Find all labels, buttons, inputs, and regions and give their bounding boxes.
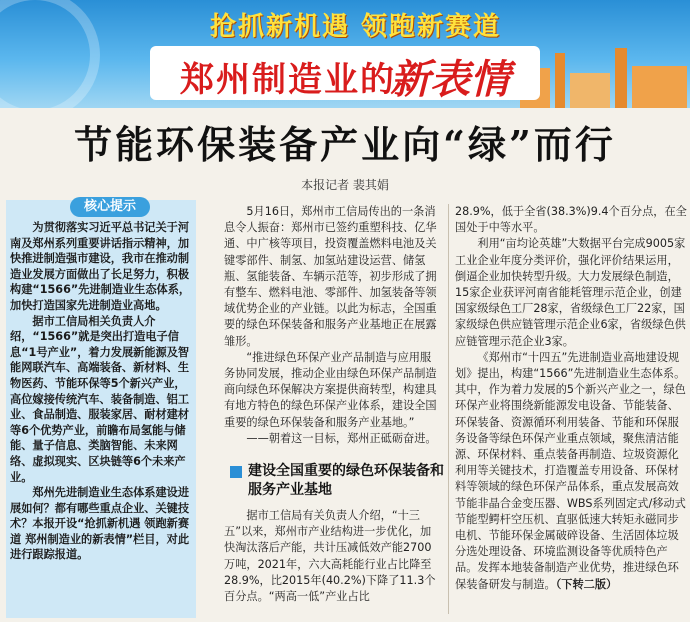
article-byline: 本报记者 裴其娟 (301, 178, 389, 192)
column-theme-accent: 新表情 (390, 56, 510, 103)
core-paragraph: 郑州先进制造业生态体系建设进展如何？都有哪些重点企业、关键技术？本报开设“抢抓新机遇 领跑新赛道 郑州制造业的新表情”栏目，对此进行跟踪报道。 (10, 486, 190, 562)
column-divider (448, 204, 449, 614)
section-subheading: 建设全国重要的绿色环保装备和服务产业基地 (248, 463, 444, 498)
body-paragraph: 利用“亩均论英雄”大数据平台完成9005家工业企业年度分类评价，强化评价结果运用，倒逼企业加快转型升级。大力发展绿色制造，15家企业获评河南省能耗管理示范企业，创建国家级绿色工厂28家，省级绿色工厂22家，国家级绿色供应链管理示范企业6家，省级绿色供应链管理示范企业3家。 (455, 237, 686, 348)
core-summary-label: 核心提示 (70, 197, 150, 217)
core-paragraph: 据市工信局相关负责人介绍，“1566”就是突出打造电子信息“1号产业”，着力发展新能源及智能网联汽车、高端装备、新材料、生物医药、节能环保等5个新兴产业，高位嫁接传统汽车、装备制造、铝工业、食品制造、服装家居、耐材建材等6个优势产业，前瞻布局氢能与储能、量子信息、类脑智能、未来网络、虚拟现实、区块链等6个未来产业。 (10, 314, 190, 484)
gear-icon (0, 0, 100, 108)
article-column-2 (224, 204, 442, 447)
article-headline: 节能环保装备产业向“绿”而行 (74, 122, 616, 167)
article-column-2-lower (224, 508, 442, 605)
continued-note: （下转二版） (555, 577, 618, 591)
body-paragraph: ——朝着这一目标，郑州正砥砺奋进。 (246, 431, 437, 445)
body-paragraph: 5月16日，郑州市工信局传出的一条消息令人振奋：郑州市已签约重塑科技、亿华通、中广核等项目，投资覆盖燃料电池及关键零部件、制氢、加氢站建设运营、储氢瓶、氢能装备、车辆示范等，初步形成了拥有整车、燃料电池、零部件、加氢装备等领域优势企业的产业链。以此为标志，全国重要的绿色环保装备和服务产业基地正在展露雏形。 (224, 205, 437, 348)
core-summary-text (10, 220, 193, 563)
body-paragraph: 28.9%，低于全省(38.3%)9.4个百分点，在全国处于中等水平。 (455, 205, 687, 235)
body-paragraph: 据市工信局有关负责人介绍，“十三五”以来，郑州市产业结构进一步优化，加快淘汰落后产能，共计压减低效产能2700万吨，2021年，六大高耗能行业占比降至28.9%，比2015年(40.2%)下降了11.3个百分点。“两高一低”产业占比 (224, 509, 436, 604)
body-paragraph-text: 《郑州市“十四五”先进制造业高地建设规划》提出，构建“1566”先进制造业生态体系。其中，作为着力发展的5个新兴产业之一，绿色环保产业将围绕新能源发电设备、节能装备、环保装备、资源循环利用装备、节能和环保服务设备等绿色环保产业重点领域，聚焦清洁能源、环保材料、重点装备再制造、垃圾资源化利用等关键技术，打造覆盖专用设备、环保材料等领域的绿色环保产品体系，重点发展高效节能非晶合金变压器、WBS系列固定式/移动式节能型鳄杆空压机、直驱低速大转矩永磁同步电机、节能环保金属破碎设备、生活固体垃圾分选处理设备、环境监测设备等优质特色产品。发挥本地装备制造产业优势，推进绿色环保装备研发与制造。 (455, 350, 686, 591)
body-paragraph: “推进绿色环保产业产品制造与应用服务协同发展，推动企业由绿色环保产品制造商向绿色环保解决方案提供商转型，构建具有地方特色的绿色环保产业体系，建设全国重要的绿色环保装备和服务产业基地。” (224, 350, 437, 429)
body-paragraph (455, 350, 687, 593)
column-theme: 郑州制造业的 (180, 60, 396, 100)
core-paragraph: 为贯彻落实习近平总书记关于河南及郑州系列重要讲话指示精神，加快推进制造强市建设，我市在推动制造业发展方面做出了长足努力，积极构建“1566”先进制造业生态体系，加快打造国家先进制造业高地。 (10, 221, 191, 312)
column-slogan: 抢抓新机遇 领跑新赛道 (210, 12, 502, 42)
subheading-marker-icon (230, 466, 242, 478)
article-column-3 (455, 204, 687, 593)
